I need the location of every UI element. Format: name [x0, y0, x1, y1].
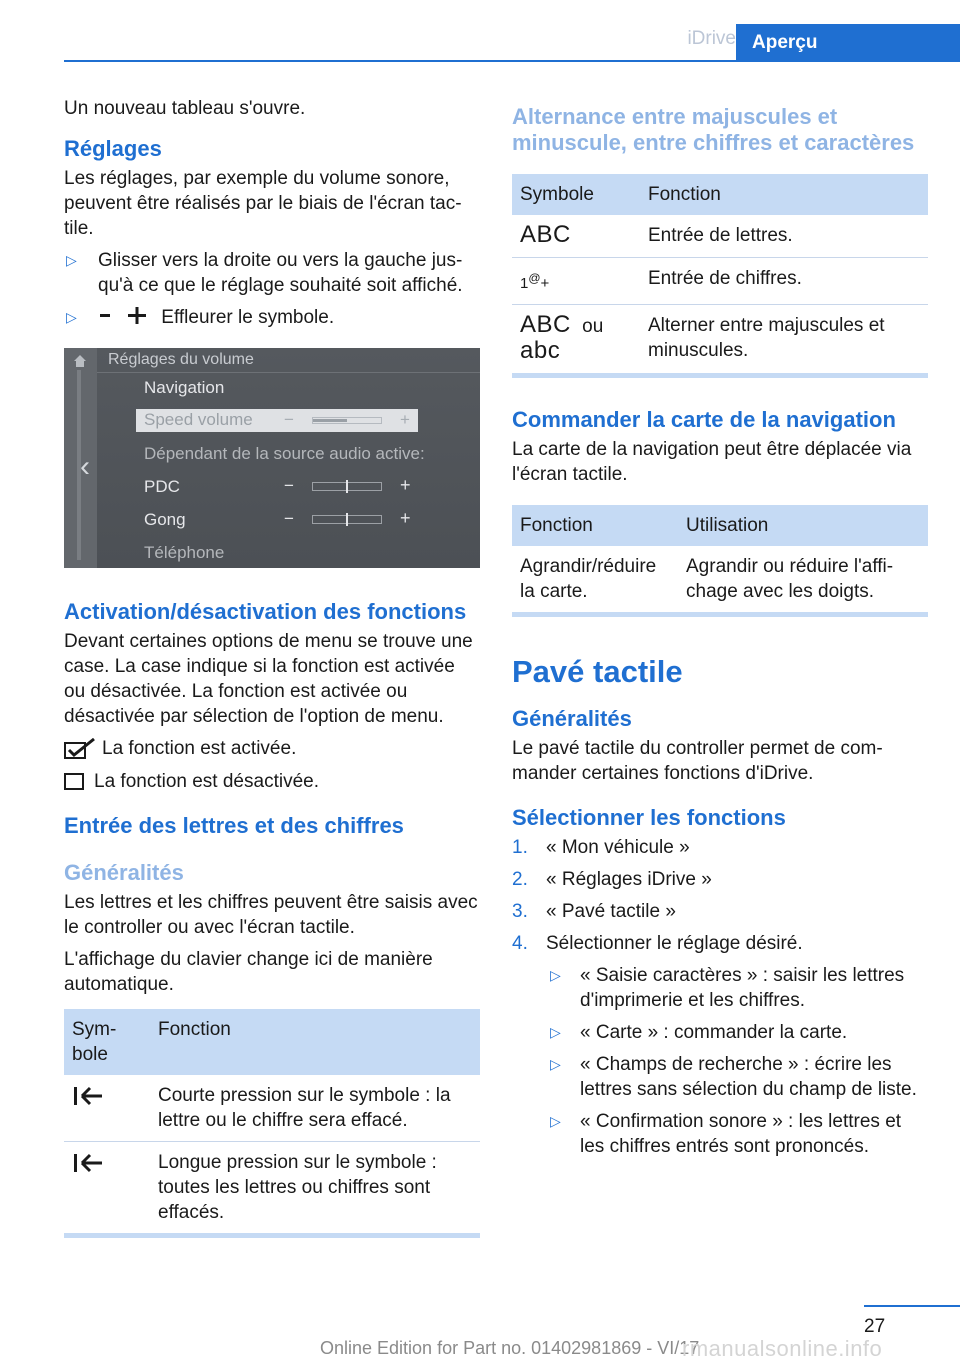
- page-number: 27: [864, 1316, 886, 1337]
- table-header-function: Fonction: [150, 1009, 480, 1075]
- footer-rule: [864, 1305, 960, 1307]
- table-cell: Alterner entre majuscules et minuscules.: [648, 315, 885, 361]
- gong-slider[interactable]: [312, 515, 382, 524]
- keyboard-text: L'affichage du clavier change ici de manière automatique.: [64, 949, 433, 995]
- slider-marker: [346, 480, 348, 493]
- navigation-heading: Commander la carte de la navigation: [512, 407, 896, 432]
- pave-tactile-heading: Pavé tactile: [512, 654, 683, 689]
- table-header-usage: Utilisation: [678, 505, 928, 546]
- menu-item-telephone[interactable]: Téléphone: [144, 543, 225, 562]
- inactive-line: [64, 769, 480, 794]
- triangle-bullet-icon: ▷: [550, 1056, 561, 1072]
- triangle-bullet-icon: ▷: [550, 1024, 561, 1040]
- plus-icon[interactable]: +: [400, 508, 411, 528]
- checkbox-empty-icon: [64, 772, 88, 792]
- inactive-text: La fonction est désactivée.: [94, 771, 319, 792]
- minus-plus-icon: [98, 307, 152, 325]
- table-header-symbol: Symbole: [512, 174, 640, 215]
- delete-symbol-table: [64, 1009, 480, 1238]
- activation-text: Devant certaines options de menu se trouve une case. La case indique si la fonction est activée ou désactivée. La fonction est activée ou désactivée par sélection de l'option de menu.: [64, 631, 473, 727]
- minus-icon: −: [284, 410, 294, 429]
- table-cell: Agrandir ou réduire l'affichage avec les doigts.: [686, 556, 894, 602]
- bullet-item: [64, 248, 480, 298]
- table-row: [512, 215, 928, 258]
- pdc-slider[interactable]: [312, 482, 382, 491]
- triangle-bullet-icon: ▷: [66, 252, 77, 268]
- table-row: [64, 1142, 480, 1234]
- table-row: [512, 258, 928, 305]
- menu-item-pdc[interactable]: PDC: [144, 477, 180, 496]
- menu-item-source-dependent: Dépendant de la source audio active:: [144, 444, 425, 463]
- sub-item: ▷ « Champs de recherche » : écrire les lettres sans sélection du champ de liste.: [550, 1054, 917, 1100]
- activation-heading: Activation/désactivation des fonctions: [64, 599, 467, 624]
- right-column: [512, 104, 928, 1166]
- list-item: 4. Sélectionner le réglage désiré.: [512, 933, 803, 954]
- sub-item: ▷ « Confirmation sonore » : les lettres et les chiffres entrés sont prononcés.: [550, 1111, 902, 1157]
- slider-marker: [346, 513, 348, 526]
- alternance-heading: Alternance entre majuscules et minuscule, entre chiffres et caractères: [512, 104, 915, 155]
- home-icon[interactable]: [73, 354, 87, 368]
- plus-icon: +: [400, 410, 410, 429]
- header-section[interactable]: iDrive: [687, 28, 736, 49]
- backspace-icon: [72, 1085, 106, 1107]
- list-item: 3. « Pavé tactile »: [512, 901, 676, 922]
- map-table: [512, 505, 928, 617]
- active-text: La fonction est activée.: [102, 738, 297, 759]
- plus-icon[interactable]: +: [400, 475, 411, 495]
- table-cell: Longue pression sur le symbole : toutes les lettres ou chiffres sont effacés.: [158, 1152, 437, 1223]
- table-cell: Agrandir/réduire la carte.: [520, 556, 657, 602]
- speed-volume-label: Speed volume: [144, 410, 253, 429]
- speed-volume-slider[interactable]: [312, 417, 382, 424]
- reglages-heading: Réglages: [64, 136, 162, 161]
- navigation-text: La carte de la navigation peut être déplacée via l'écran tactile.: [512, 439, 912, 485]
- page-header: [64, 24, 960, 62]
- abc-upper-icon: ABC: [520, 311, 571, 338]
- table-header-function: Fonction: [640, 174, 928, 215]
- menu-item-navigation[interactable]: Navigation: [144, 378, 225, 397]
- backspace-icon: [72, 1152, 106, 1174]
- number-symbol-icon: 1@+: [520, 271, 550, 292]
- list-item: 1. « Mon véhicule »: [512, 837, 690, 858]
- generalites-text: Les lettres et les chiffres peuvent être saisis avec le controller ou avec l'écran tactile.: [64, 892, 478, 938]
- checkbox-checked-icon: [64, 738, 98, 760]
- abc-upper-icon: ABC: [520, 221, 571, 248]
- table-cell: Entrée de lettres.: [640, 215, 928, 258]
- bullet-text: Glisser vers la droite ou vers la gauche jusqu'à ce que le réglage souhaité soit affiché.: [98, 250, 463, 296]
- header-rule: [64, 60, 960, 62]
- watermark: rmanualsonline.info: [682, 1336, 883, 1361]
- table-header-symbol: Symbole: [64, 1009, 150, 1075]
- minus-icon[interactable]: −: [284, 509, 294, 528]
- slider-fill: [313, 419, 347, 422]
- volume-settings-screen: [64, 348, 480, 568]
- list-item: 2. « Réglages iDrive »: [512, 869, 712, 890]
- case-symbol-table: [512, 174, 928, 378]
- triangle-bullet-icon: ▷: [550, 967, 561, 983]
- menu-item-speed-volume[interactable]: [136, 409, 418, 432]
- left-column: [64, 96, 480, 1246]
- table-cell: Entrée de chiffres.: [640, 258, 928, 305]
- reglages-text: Les réglages, par exemple du volume sonore, peuvent être réalisés par le biais de l'écran tactile.: [64, 168, 462, 239]
- intro-text: Un nouveau tableau s'ouvre.: [64, 98, 306, 119]
- generalites-text: Le pavé tactile du controller permet de commander certaines fonctions d'iDrive.: [512, 738, 883, 784]
- abc-lower-icon: abc: [520, 337, 561, 364]
- minus-icon[interactable]: −: [284, 476, 294, 495]
- generalites-heading: Généralités: [64, 860, 184, 885]
- table-row: [512, 546, 928, 612]
- bullet-item: [64, 305, 480, 330]
- active-line: [64, 736, 480, 761]
- triangle-bullet-icon: ▷: [550, 1113, 561, 1129]
- generalites-heading: Généralités: [512, 706, 632, 731]
- bullet-text: Effleurer le symbole.: [161, 307, 335, 328]
- or-text: ou: [582, 316, 604, 337]
- table-row: [512, 305, 928, 374]
- table-header-function: Fonction: [512, 505, 678, 546]
- select-functions-heading: Sélectionner les fonctions: [512, 805, 786, 830]
- screen-sidebar: [64, 348, 97, 568]
- table-cell: Courte pression sur le symbole : la lettre ou le chiffre sera effacé.: [150, 1075, 480, 1142]
- screen-divider: [97, 372, 480, 373]
- steps-list: [512, 835, 928, 956]
- triangle-bullet-icon: ▷: [66, 309, 77, 325]
- menu-item-gong[interactable]: Gong: [144, 510, 186, 529]
- entree-heading: Entrée des lettres et des chiffres: [64, 813, 404, 838]
- screen-title: Réglages du volume: [108, 351, 254, 368]
- sub-item: ▷ « Saisie caractères » : saisir les lettres d'imprimerie et les chiffres.: [550, 965, 905, 1011]
- table-row: [64, 1075, 480, 1142]
- header-chapter[interactable]: Aperçu: [736, 24, 960, 62]
- edition-line: Online Edition for Part no. 01402981869 - VI/17: [320, 1338, 700, 1358]
- sub-item: ▷ « Carte » : commander la carte.: [550, 1022, 848, 1043]
- chevron-left-icon[interactable]: ‹: [80, 450, 90, 483]
